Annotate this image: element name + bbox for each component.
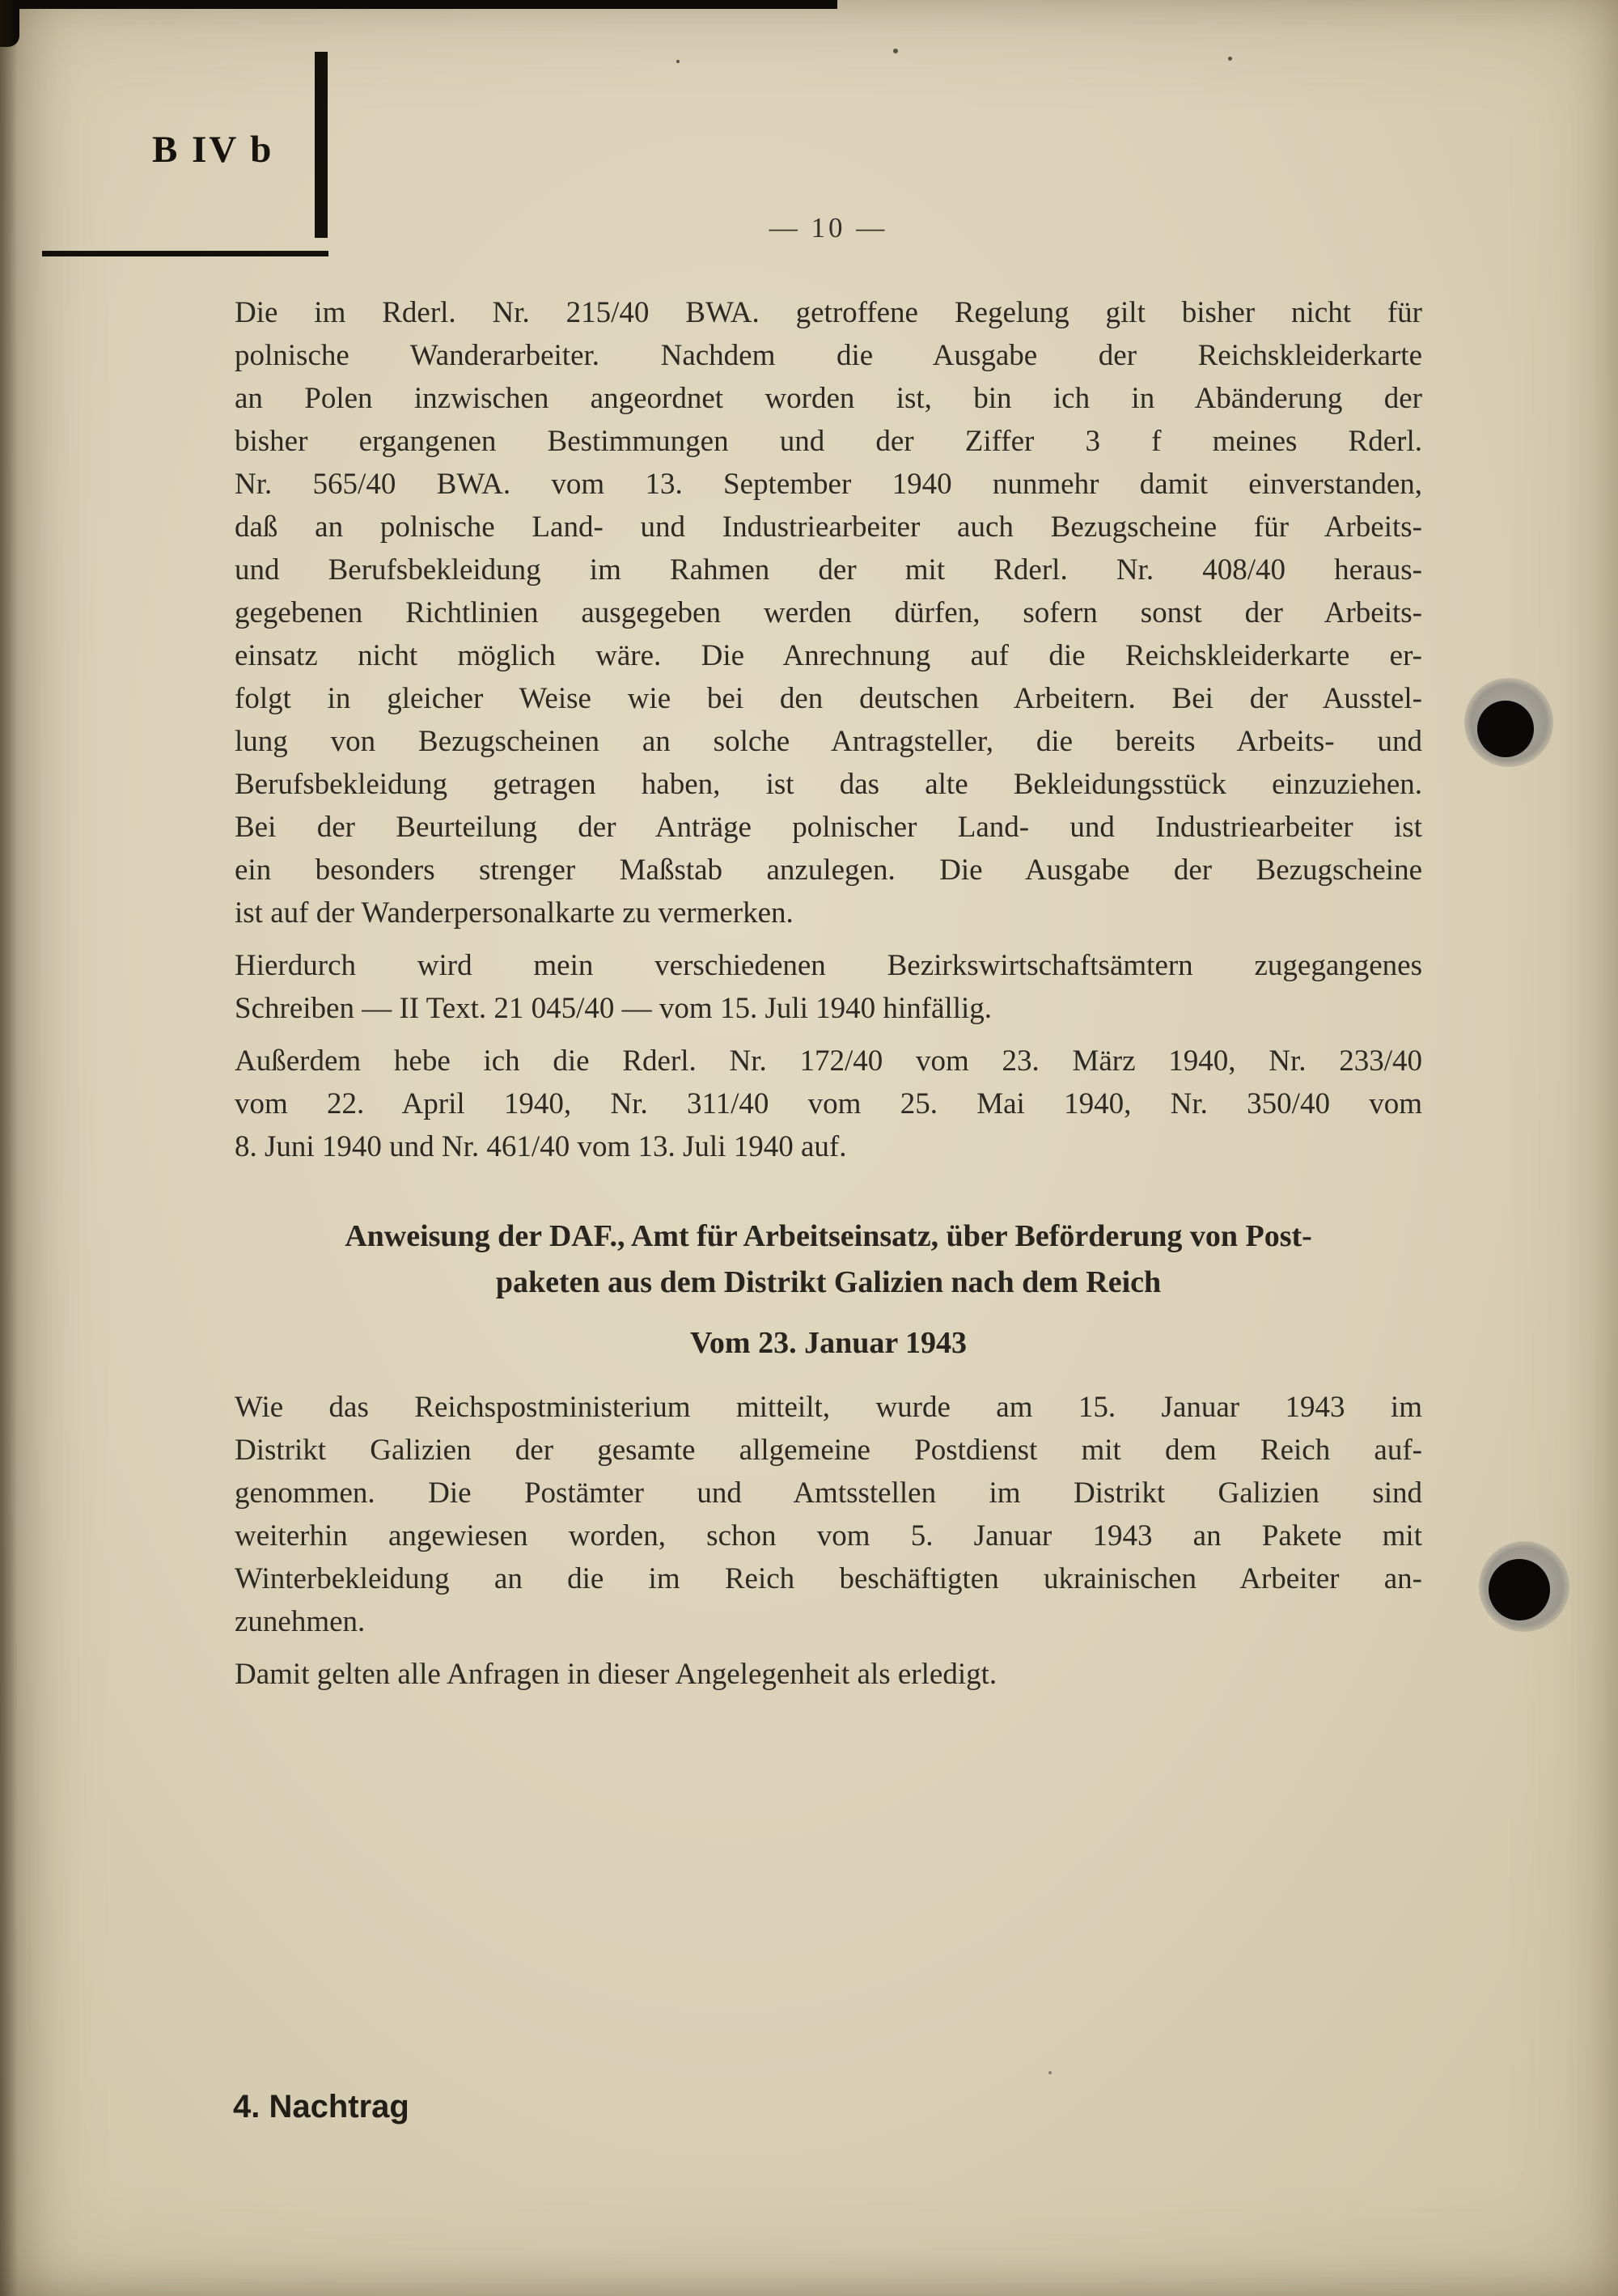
text-line: genommen. Die Postämter und Amtsstellen im Distrikt Galizien sind <box>235 1476 1422 1510</box>
text-line: Außerdem hebe ich die Rderl. Nr. 172/40 vom 23. März 1940, Nr. 233/40 <box>235 1044 1422 1078</box>
text-line: und Berufsbekleidung im Rahmen der mit Rderl. Nr. 408/40 heraus- <box>235 553 1422 587</box>
footer-nachtrag-label: 4. Nachtrag <box>233 2089 409 2124</box>
corner-mark-vertical <box>315 52 328 238</box>
punch-hole <box>1448 671 1578 801</box>
text-line: 8. Juni 1940 und Nr. 461/40 vom 13. Juli 1940 auf. <box>235 1130 847 1163</box>
text-line: Die im Rderl. Nr. 215/40 BWA. getroffene Regelung gilt bisher nicht für <box>235 296 1422 329</box>
text-line: Wie das Reichspostministerium mitteilt, wurde am 15. Januar 1943 im <box>235 1391 1422 1424</box>
text-line: gegebenen Richtlinien ausgegeben werden dürfen, sofern sonst der Arbeits- <box>235 596 1422 629</box>
text-line: Winterbekleidung an die im Reich beschäftigten ukrainischen Arbeiter an- <box>235 1562 1422 1595</box>
paragraph-aufhebung-rderl <box>235 1040 1422 1168</box>
corner-mark-horizontal <box>42 251 328 256</box>
page-number: — 10 — <box>769 212 888 244</box>
text-line: Nr. 565/40 BWA. vom 13. September 1940 nunmehr damit einverstanden, <box>235 468 1422 501</box>
text-line: folgt in gleicher Weise wie bei den deutschen Arbeitern. Bei der Ausstel- <box>235 682 1422 715</box>
paragraph-postdienst <box>235 1386 1422 1643</box>
scan-speck <box>676 60 680 63</box>
paragraph-schreiben-hinfaellig <box>235 944 1422 1030</box>
text-line: bisher ergangenen Bestimmungen und der Ziffer 3 f meines Rderl. <box>235 425 1422 458</box>
punch-hole-bore <box>1477 701 1534 757</box>
scan-speck <box>893 49 898 53</box>
paragraph-erledigt <box>235 1653 1422 1696</box>
scan-artifact-top-strip <box>0 0 837 9</box>
text-line: daß an polnische Land- und Industriearbeiter auch Bezugscheine für Arbeits- <box>235 510 1422 544</box>
text-line: ein besonders strenger Maßstab anzulegen. Die Ausgabe der Bezugscheine <box>235 854 1422 887</box>
text-line: paketen aus dem Distrikt Galizien nach dem Reich <box>495 1265 1162 1299</box>
text-line: lung von Bezugscheinen an solche Antragsteller, die bereits Arbeits- und <box>235 725 1422 758</box>
text-line: polnische Wanderarbeiter. Nachdem die Ausgabe der Reichskleiderkarte <box>235 339 1422 372</box>
text-line: vom 22. April 1940, Nr. 311/40 vom 25. Mai 1940, Nr. 350/40 vom <box>235 1087 1422 1120</box>
text-line: einsatz nicht möglich wäre. Die Anrechnung auf die Reichskleiderkarte er- <box>235 639 1422 672</box>
text-line: an Polen inzwischen angeordnet worden ist, bin ich in Abänderung der <box>235 382 1422 415</box>
text-line: Distrikt Galizien der gesamte allgemeine Postdienst mit dem Reich auf- <box>235 1434 1422 1467</box>
text-line: ist auf der Wanderpersonalkarte zu vermerken. <box>235 896 794 930</box>
text-line: Schreiben — II Text. 21 045/40 — vom 15. Juli 1940 hinfällig. <box>235 992 993 1025</box>
text-line: Damit gelten alle Anfragen in dieser Angelegenheit als erledigt. <box>235 1658 997 1691</box>
punch-hole-bore <box>1489 1559 1550 1620</box>
scan-speck <box>1048 2071 1052 2074</box>
classification-label: B IV b <box>152 129 274 171</box>
section-date: Vom 23. Januar 1943 <box>689 1326 968 1360</box>
text-line: Hierdurch wird mein verschiedenen Bezirkswirtschaftsämtern zugegangenes <box>235 949 1422 982</box>
text-line: zunehmen. <box>235 1605 366 1638</box>
punch-hole <box>1456 1533 1594 1671</box>
scan-speck <box>1228 57 1232 61</box>
text-line: weiterhin angewiesen worden, schon vom 5. Januar 1943 an Pakete mit <box>235 1519 1422 1553</box>
document-body <box>235 291 1422 1696</box>
paragraph-regulation <box>235 291 1422 934</box>
text-line: Anweisung der DAF., Amt für Arbeitseinsatz, über Beförderung von Post- <box>345 1219 1312 1253</box>
scan-artifact-left-edge <box>0 0 18 2296</box>
section-heading <box>235 1214 1422 1306</box>
text-line: Bei der Beurteilung der Anträge polnischer Land- und Industriearbeiter ist <box>235 811 1422 844</box>
text-line: Berufsbekleidung getragen haben, ist das alte Bekleidungsstück einzuziehen. <box>235 768 1422 801</box>
